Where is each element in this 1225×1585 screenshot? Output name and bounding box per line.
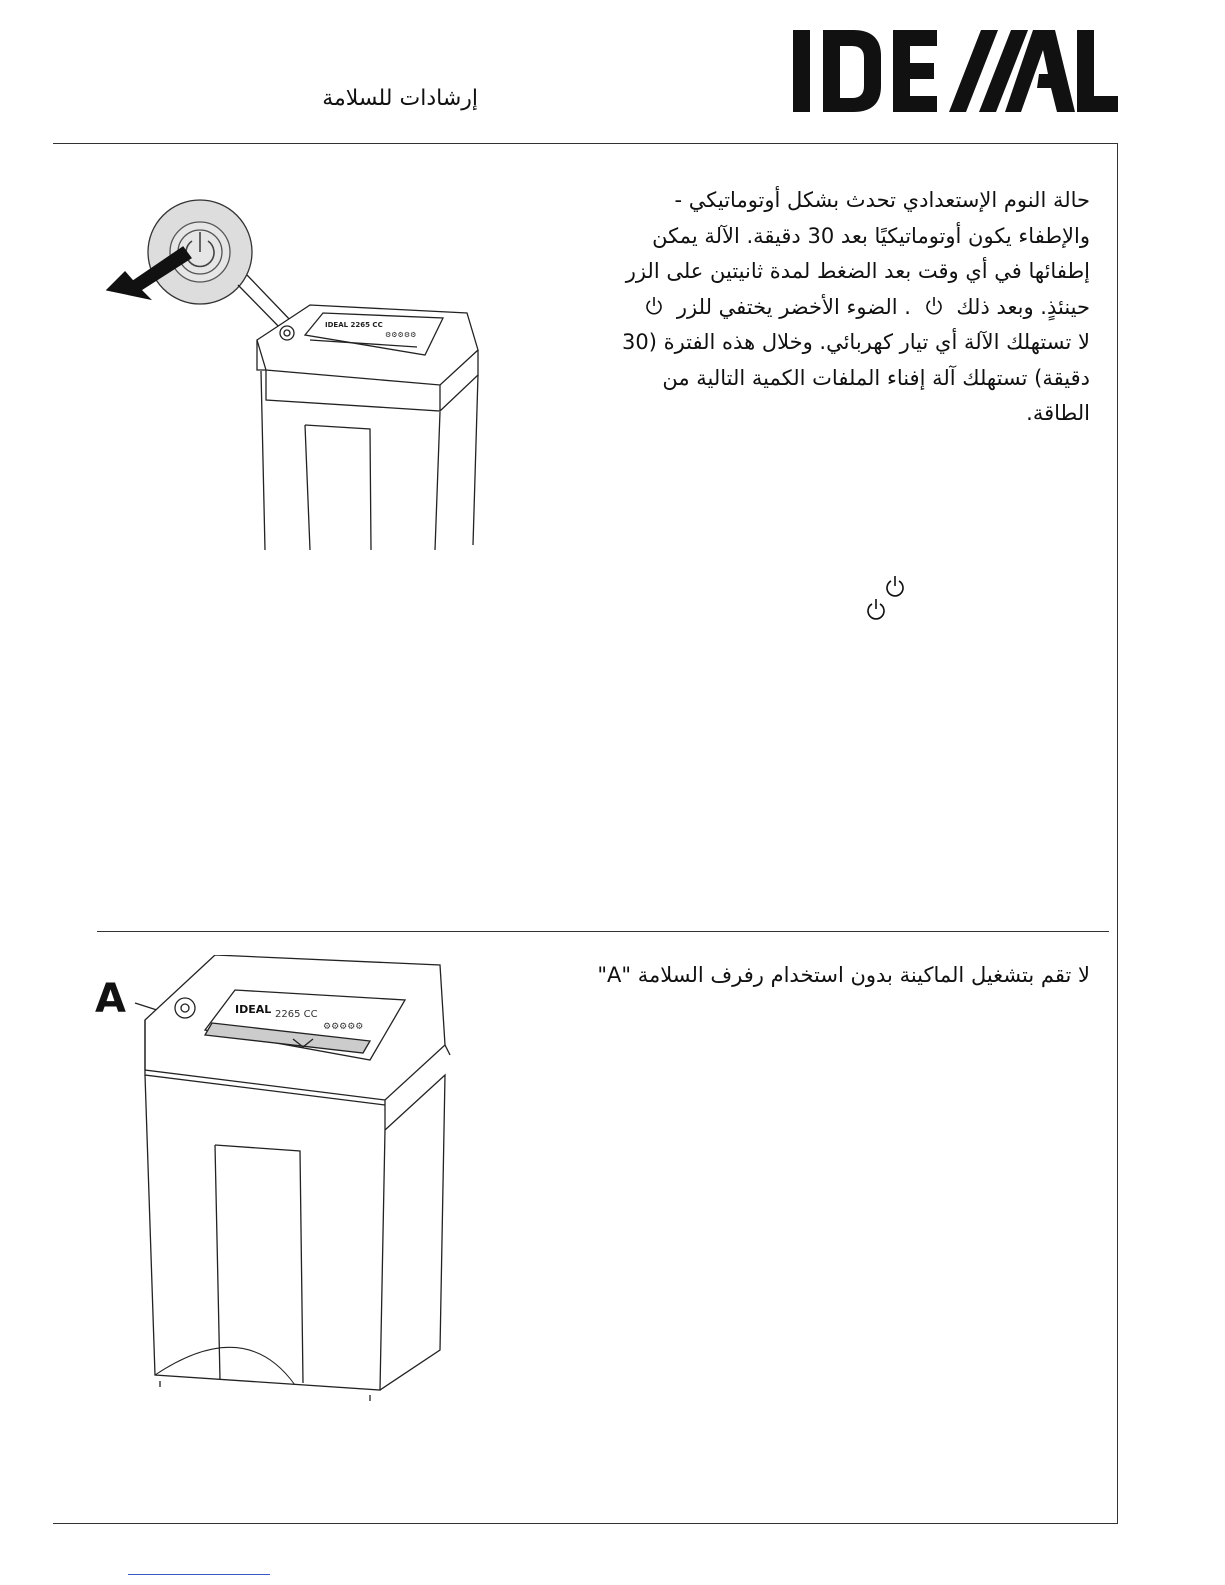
standby-line-4-end: حينئذٍ. وبعد ذلك [956, 294, 1090, 319]
power-icon [644, 295, 664, 317]
machine-brand-label: IDEAL [235, 1003, 272, 1016]
standby-line-4-start: . الضوء الأخضر يختفي للزر [676, 294, 911, 319]
shredder-safety-flap-illustration [95, 955, 475, 1415]
svg-text:⚙⚙⚙⚙⚙: ⚙⚙⚙⚙⚙ [323, 1022, 364, 1032]
standby-line-5: لا تستهلك الآلة أي تيار كهربائي. وخلال هذه الفترة (30 [621, 330, 1090, 354]
frame-right-rule [1117, 143, 1118, 1523]
safety-flap-warning: لا تقم بتشغيل الماكينة بدون استخدام رفرف السلامة "A" [597, 963, 1090, 987]
standby-line-3: إطفائها في أي وقت بعد الضغط لمدة ثانيتين على الزر [625, 259, 1090, 283]
standby-line-7: الطاقة. [1026, 401, 1090, 425]
frame-top-rule [53, 143, 1118, 144]
section-divider [97, 931, 1109, 932]
shredder-power-button-illustration [95, 185, 495, 555]
machine-model-label: 2265 CC [275, 1009, 318, 1020]
standby-instructions [580, 183, 1090, 432]
standby-line-4 [580, 290, 1090, 326]
frame-bottom-rule [53, 1523, 1118, 1524]
footer-link-underline [128, 1574, 270, 1575]
standby-line-2: والإطفاء يكون أوتوماتيكيًا بعد 30 دقيقة. الآلة يمكن [652, 223, 1090, 248]
svg-text:IDEAL 2265 CC: IDEAL 2265 CC [325, 321, 383, 329]
standby-line-6: دقيقة) تستهلك آلة إفناء الملفات الكمية التالية من [662, 365, 1090, 390]
page-title: إرشادات للسلامة [322, 86, 478, 111]
svg-text:⚙⚙⚙⚙⚙: ⚙⚙⚙⚙⚙ [385, 331, 417, 339]
power-icon [884, 574, 906, 598]
power-icon [924, 295, 944, 317]
power-icon [865, 597, 887, 621]
standby-line-1: حالة النوم الإستعدادي تحدث بشكل أوتوماتيكي - [674, 188, 1090, 212]
callout-label-a: A [95, 976, 126, 1022]
ideal-logo [793, 28, 1118, 114]
